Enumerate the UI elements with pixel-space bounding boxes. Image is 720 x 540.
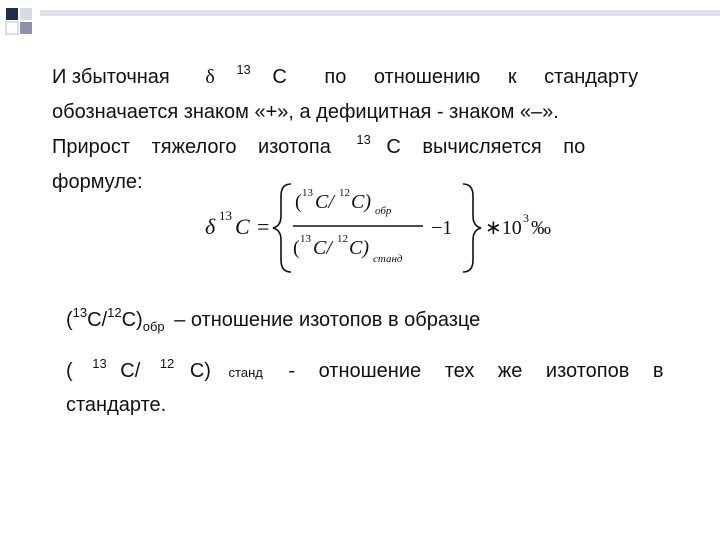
paragraph-line-4: формуле: [52,171,143,193]
corner-square-outline [6,22,18,34]
formula-lhs-c: C [235,214,250,239]
text: C) [189,360,211,382]
text: С вычисляется по [386,136,586,158]
definition-sample [66,305,481,334]
paragraph-line-2: обозначается знаком «+», а дефицитная - знаком «–». [52,101,559,123]
formula-multiply: ∗10 [485,217,522,239]
formula-permil: ‰ [531,217,551,239]
text: ( [66,309,73,331]
formula-equals: = [257,214,270,239]
formula-num-c2: C) [351,191,371,213]
formula-num-c1: C/ [315,191,334,213]
formula-num-sup2: 12 [339,187,350,199]
formula-num-sub: обр [375,205,392,217]
corner-square-dark [6,8,18,20]
superscript: 13 [356,132,371,147]
definition-standard-cont: стандарте. [66,394,167,416]
formula-den-sup2: 12 [337,233,348,245]
definition-standard [66,356,664,383]
superscript: 13 [92,356,107,371]
delta-symbol: δ [205,66,215,88]
paragraph-line-1 [52,62,639,89]
superscript: 12 [159,356,175,371]
text: С [272,66,287,88]
corner-square-mid [20,22,32,34]
formula-den-sub: станд [373,253,403,265]
formula-left-brace [273,184,291,272]
text: - отношение тех же изотопов в [288,360,664,382]
superscript: 12 [107,305,122,320]
corner-square-light [20,8,32,20]
text: И збыточная [52,66,170,88]
text: ( [66,360,73,382]
text: – отношение изотопов в образце [174,309,481,331]
header-decoration [0,0,720,40]
formula-num-sup1: 13 [302,187,313,199]
formula-minus-one: −1 [431,217,453,239]
text: C/ [120,360,141,382]
formula-right-brace [463,184,481,272]
formula-lhs-sup: 13 [219,208,232,223]
formula-exponent: 3 [523,211,529,225]
superscript: 13 [236,62,251,77]
formula-den-c1: C/ [313,237,332,259]
formula-delta: δ [205,214,216,239]
text: C/ [87,309,108,331]
formula-den-open: ( [293,237,300,259]
formula-den-c2: C) [349,237,369,259]
top-bar [40,10,720,16]
paragraph-line-3 [52,132,586,159]
subscript: станд [228,365,263,380]
delta13c-formula [205,178,585,278]
text: C) [121,309,143,331]
formula-num-open: ( [295,191,302,213]
formula-den-sup1: 13 [300,233,311,245]
text: по отношению к стандарту [324,66,639,88]
subscript: обр [142,319,165,334]
text: Прирост тяжелого изотопа [52,136,331,158]
superscript: 13 [72,305,88,320]
